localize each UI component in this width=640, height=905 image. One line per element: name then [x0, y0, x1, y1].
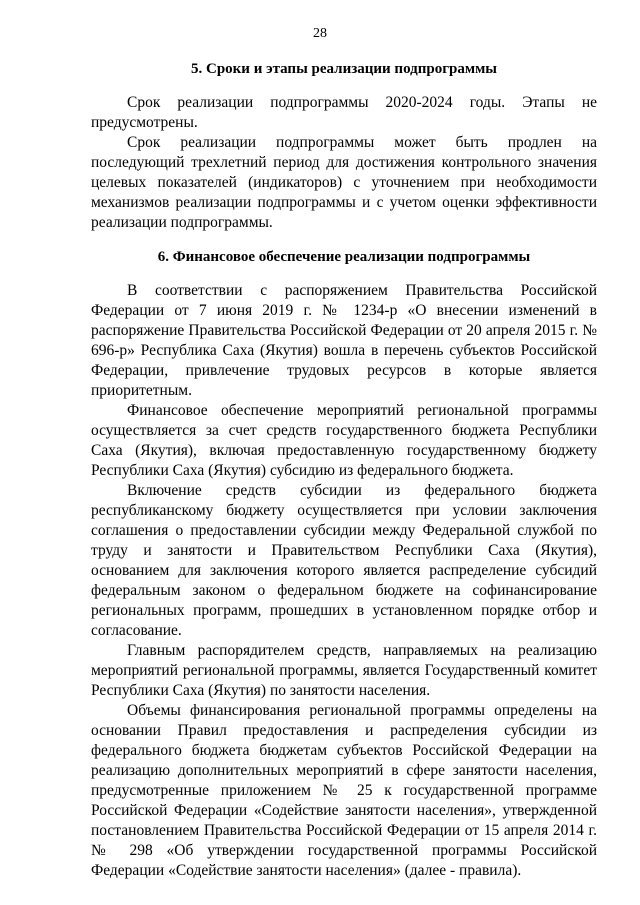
paragraph: Главным распорядителем средств, направляемых на реализацию мероприятий региональной программы, является Государственный комитет Республики Саха (Якутия) по занятости населения.	[91, 642, 597, 699]
page-content	[91, 52, 597, 881]
page-number: 28	[313, 26, 327, 41]
paragraph: Финансовое обеспечение мероприятий региональной программы осуществляется за счет средств государственного бюджета Республики Саха (Якутия), включая предоставленную государственному бюджету Республики Саха (Якутия) субсидию из федерального бюджета.	[91, 402, 597, 479]
paragraph: Срок реализации подпрограммы может быть продлен на последующий трехлетний период для достижения контрольного значения целевых показателей (индикаторов) с уточнением при необходимости механизмов реализации подпрограммы и с учетом оценки эффективности реализации подпрограммы.	[91, 134, 597, 231]
paragraph: Объемы финансирования региональной программы определены на основании Правил предоставления и распределения субсидии из федерального бюджета бюджетам субъектов Российской Федерации на реализацию дополнительных мероприятий в сфере занятости населения, предусмотренные приложением № 25 к государственной программе Российской Федерации «Содействие занятости населения», утвержденной постановлением Правительства Российской Федерации от 15 апреля 2014 г. № 298 «Об утверждении государственной программы Российской Федерации «Содействие занятости населения» (далее - правила).	[91, 702, 597, 879]
paragraph: В соответствии с распоряжением Правительства Российской Федерации от 7 июня 2019 г. № 1234-р «О внесении изменений в распоряжение Правительства Российской Федерации от 20 апреля 2015 г. № 696-р» Республика Саха (Якутия) вошла в перечень субъектов Российской Федерации, привлечение трудовых ресурсов в которые является приоритетным.	[91, 282, 597, 399]
section-terms	[91, 59, 597, 233]
section-financing	[91, 247, 597, 881]
section-title: 5. Сроки и этапы реализации подпрограммы	[190, 61, 498, 77]
paragraph: Срок реализации подпрограммы 2020-2024 годы. Этапы не предусмотрены.	[91, 94, 597, 131]
section-title: 6. Финансовое обеспечение реализации подпрограммы	[157, 249, 531, 265]
paragraph: Включение средств субсидии из федерального бюджета республиканскому бюджету осуществляется при условии заключения соглашения о предоставлении субсидии между Федеральной службой по труду и занятости и Правительством Республики Саха (Якутия), основанием для заключения которого является распределение субсидий федеральным законом о федеральном бюджете на софинансирование региональных программ, прошедших в установленном порядке отбор и согласование.	[91, 482, 597, 639]
